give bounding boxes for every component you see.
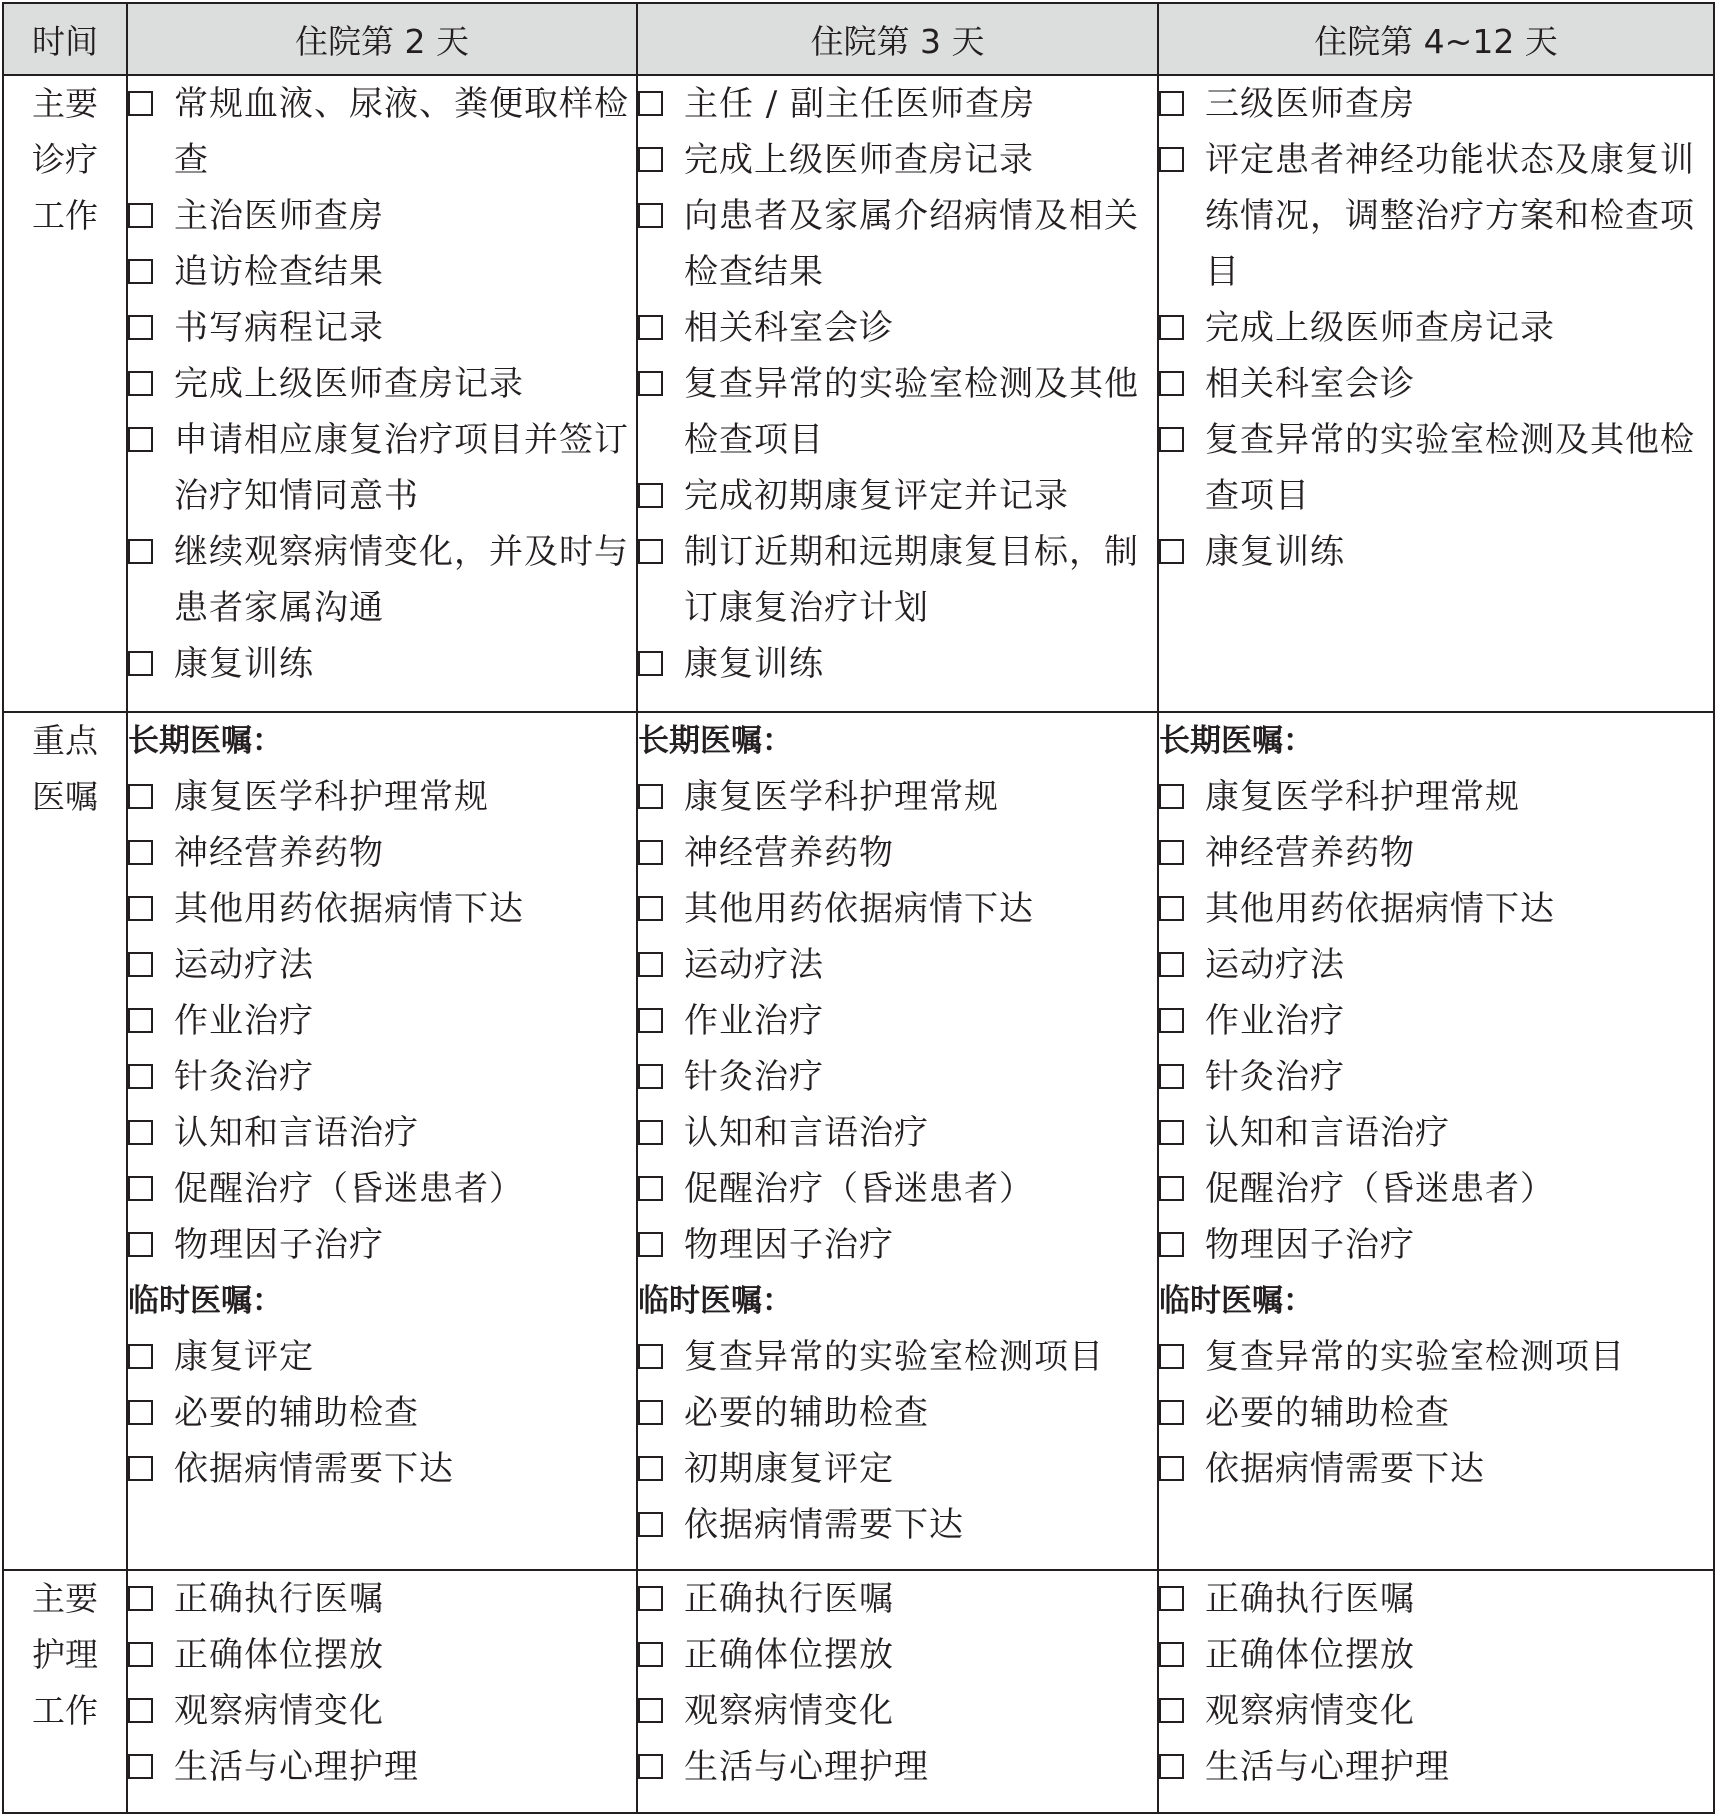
temporary-orders-heading: 临时医嘱：	[1159, 1283, 1314, 1319]
key-orders-row	[3, 712, 1714, 1570]
cell-work-day4-12	[1158, 75, 1714, 712]
checklist-item: 观察病情变化	[1159, 1683, 1713, 1739]
checklist-item: 初期康复评定	[638, 1441, 1157, 1497]
checklist-item: 神经营养药物	[638, 825, 1157, 881]
checklist-item: 生活与心理护理	[128, 1739, 636, 1795]
checklist-item: 完成上级医师查房记录	[1159, 300, 1713, 356]
checklist-item: 复查异常的实验室检测及其他检查项目	[638, 356, 1157, 468]
checklist-item: 作业治疗	[638, 993, 1157, 1049]
checklist-item: 认知和言语治疗	[1159, 1105, 1713, 1161]
checklist-item: 作业治疗	[128, 993, 636, 1049]
checklist-item: 康复医学科护理常规	[1159, 769, 1713, 825]
checklist-item: 运动疗法	[128, 937, 636, 993]
checklist-item: 其他用药依据病情下达	[1159, 881, 1713, 937]
checklist-item: 相关科室会诊	[638, 300, 1157, 356]
checklist-item: 完成上级医师查房记录	[128, 356, 636, 412]
checklist-item: 依据病情需要下达	[638, 1497, 1157, 1553]
checklist-item: 康复训练	[638, 636, 1157, 692]
checklist-item: 神经营养药物	[1159, 825, 1713, 881]
checklist-item: 观察病情变化	[638, 1683, 1157, 1739]
main-nursing-work-row	[3, 1570, 1714, 1813]
checklist-item: 必要的辅助检查	[638, 1385, 1157, 1441]
checklist	[128, 1571, 636, 1795]
checklist	[1159, 1329, 1713, 1497]
long-term-orders-heading: 长期医嘱：	[1159, 723, 1314, 759]
checklist-item: 正确体位摆放	[638, 1627, 1157, 1683]
checklist-item: 主任 / 副主任医师查房	[638, 76, 1157, 132]
checklist-item: 神经营养药物	[128, 825, 636, 881]
cell-orders-day2	[127, 712, 637, 1570]
checklist-item: 正确执行医嘱	[1159, 1571, 1713, 1627]
checklist-item: 必要的辅助检查	[128, 1385, 636, 1441]
checklist	[1159, 769, 1713, 1273]
temporary-orders-heading: 临时医嘱：	[638, 1283, 793, 1319]
day4-12-column-header: 住院第 4~12 天	[1158, 3, 1714, 75]
checklist-item: 复查异常的实验室检测项目	[638, 1329, 1157, 1385]
checklist	[638, 76, 1157, 692]
checklist	[638, 1329, 1157, 1553]
checklist	[638, 1571, 1157, 1795]
day2-column-header: 住院第 2 天	[127, 3, 637, 75]
checklist-item: 其他用药依据病情下达	[638, 881, 1157, 937]
row-label-nursing-work: 主要 护理 工作	[3, 1570, 127, 1813]
temporary-orders-heading: 临时医嘱：	[128, 1283, 283, 1319]
cell-orders-day4-12	[1158, 712, 1714, 1570]
checklist-item: 生活与心理护理	[638, 1739, 1157, 1795]
checklist-item: 依据病情需要下达	[1159, 1441, 1713, 1497]
cell-work-day3	[637, 75, 1158, 712]
checklist-item: 物理因子治疗	[128, 1217, 636, 1273]
checklist-item: 观察病情变化	[128, 1683, 636, 1739]
day3-column-header: 住院第 3 天	[637, 3, 1158, 75]
long-term-orders-heading: 长期医嘱：	[638, 723, 793, 759]
checklist-item: 物理因子治疗	[1159, 1217, 1713, 1273]
checklist-item: 书写病程记录	[128, 300, 636, 356]
checklist	[128, 1329, 636, 1497]
checklist-item: 三级医师查房	[1159, 76, 1713, 132]
checklist-item: 主治医师查房	[128, 188, 636, 244]
checklist-item: 康复训练	[1159, 524, 1713, 580]
checklist-item: 物理因子治疗	[638, 1217, 1157, 1273]
checklist-item: 必要的辅助检查	[1159, 1385, 1713, 1441]
checklist-item: 其他用药依据病情下达	[128, 881, 636, 937]
checklist-item: 促醒治疗（昏迷患者）	[128, 1161, 636, 1217]
row-label-main-work: 主要 诊疗 工作	[3, 75, 127, 712]
cell-work-day2	[127, 75, 637, 712]
checklist-item: 生活与心理护理	[1159, 1739, 1713, 1795]
checklist-item: 认知和言语治疗	[638, 1105, 1157, 1161]
checklist-item: 针灸治疗	[1159, 1049, 1713, 1105]
checklist-item: 继续观察病情变化，并及时与患者家属沟通	[128, 524, 636, 636]
checklist	[1159, 1571, 1713, 1795]
checklist-item: 复查异常的实验室检测项目	[1159, 1329, 1713, 1385]
checklist-item: 康复医学科护理常规	[128, 769, 636, 825]
checklist-item: 正确体位摆放	[128, 1627, 636, 1683]
checklist	[1159, 76, 1713, 580]
cell-nursing-day4-12	[1158, 1570, 1714, 1813]
checklist-item: 针灸治疗	[128, 1049, 636, 1105]
checklist-item: 完成初期康复评定并记录	[638, 468, 1157, 524]
checklist-item: 相关科室会诊	[1159, 356, 1713, 412]
checklist-item: 正确执行医嘱	[638, 1571, 1157, 1627]
checklist-item: 正确执行医嘱	[128, 1571, 636, 1627]
clinical-pathway-table	[2, 2, 1715, 1814]
checklist	[638, 769, 1157, 1273]
checklist-item: 运动疗法	[1159, 937, 1713, 993]
checklist-item: 针灸治疗	[638, 1049, 1157, 1105]
row-label-key-orders: 重点 医嘱	[3, 712, 127, 1570]
checklist-item: 认知和言语治疗	[128, 1105, 636, 1161]
cell-orders-day3	[637, 712, 1158, 1570]
checklist-item: 促醒治疗（昏迷患者）	[638, 1161, 1157, 1217]
checklist-item: 完成上级医师查房记录	[638, 132, 1157, 188]
checklist-item: 康复医学科护理常规	[638, 769, 1157, 825]
main-diagnosis-work-row	[3, 75, 1714, 712]
checklist-item: 正确体位摆放	[1159, 1627, 1713, 1683]
checklist	[128, 76, 636, 692]
checklist-item: 康复训练	[128, 636, 636, 692]
checklist-item: 向患者及家属介绍病情及相关检查结果	[638, 188, 1157, 300]
cell-nursing-day2	[127, 1570, 637, 1813]
checklist-item: 作业治疗	[1159, 993, 1713, 1049]
time-column-header: 时间	[3, 3, 127, 75]
checklist-item: 依据病情需要下达	[128, 1441, 636, 1497]
cell-nursing-day3	[637, 1570, 1158, 1813]
checklist-item: 申请相应康复治疗项目并签订治疗知情同意书	[128, 412, 636, 524]
checklist	[128, 769, 636, 1273]
checklist-item: 制订近期和远期康复目标，制订康复治疗计划	[638, 524, 1157, 636]
header-row	[3, 3, 1714, 75]
long-term-orders-heading: 长期医嘱：	[128, 723, 283, 759]
checklist-item: 复查异常的实验室检测及其他检查项目	[1159, 412, 1713, 524]
checklist-item: 运动疗法	[638, 937, 1157, 993]
checklist-item: 追访检查结果	[128, 244, 636, 300]
checklist-item: 促醒治疗（昏迷患者）	[1159, 1161, 1713, 1217]
checklist-item: 常规血液、尿液、粪便取样检查	[128, 76, 636, 188]
checklist-item: 康复评定	[128, 1329, 636, 1385]
checklist-item: 评定患者神经功能状态及康复训练情况，调整治疗方案和检查项目	[1159, 132, 1713, 300]
